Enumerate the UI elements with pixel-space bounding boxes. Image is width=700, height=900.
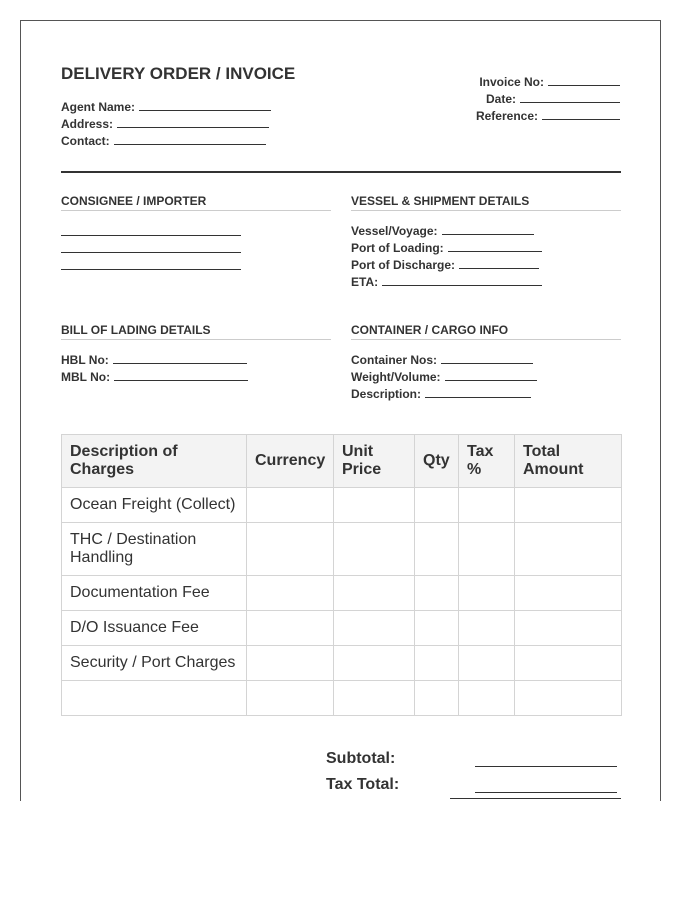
invoice-no-label: Invoice No: xyxy=(479,75,544,89)
bill-of-lading-heading: BILL OF LADING DETAILS xyxy=(61,323,331,340)
description-blank[interactable] xyxy=(425,386,531,398)
column-header-unit-price: Unit Price xyxy=(334,435,415,488)
currency-cell[interactable] xyxy=(247,488,334,523)
charges-table xyxy=(61,434,622,716)
qty-cell[interactable] xyxy=(415,523,459,576)
port-loading-field xyxy=(351,240,542,255)
weight-volume-label: Weight/Volume: xyxy=(351,370,441,384)
table-row xyxy=(62,488,622,523)
tax-cell[interactable] xyxy=(459,488,515,523)
tax-cell[interactable] xyxy=(459,576,515,611)
hbl-label: HBL No: xyxy=(61,353,109,367)
date-blank[interactable] xyxy=(520,91,620,103)
charge-description: D/O Issuance Fee xyxy=(62,611,247,646)
address-label: Address: xyxy=(61,117,114,131)
port-loading-label: Port of Loading: xyxy=(351,241,444,255)
currency-cell[interactable] xyxy=(247,611,334,646)
consignee-heading: CONSIGNEE / IMPORTER xyxy=(61,194,331,211)
total-amount-cell[interactable] xyxy=(515,611,622,646)
tax-total-label: Tax Total: xyxy=(326,776,400,793)
eta-label: ETA: xyxy=(351,275,379,289)
invoice-no-field xyxy=(479,74,620,89)
column-header-description: Description of Charges xyxy=(62,435,247,488)
table-header-row xyxy=(62,435,622,488)
reference-label: Reference: xyxy=(475,109,538,123)
invoice-document xyxy=(20,20,661,801)
currency-cell[interactable] xyxy=(247,523,334,576)
date-field xyxy=(486,91,620,106)
total-amount-cell[interactable] xyxy=(515,576,622,611)
charge-description: THC / Destination Handling xyxy=(62,523,247,576)
mbl-field xyxy=(61,369,248,384)
agent-name-label: Agent Name: xyxy=(61,100,136,114)
table-row xyxy=(62,681,622,716)
port-discharge-blank[interactable] xyxy=(459,257,539,269)
vessel-voyage-blank[interactable] xyxy=(442,223,534,235)
date-label: Date: xyxy=(485,92,516,106)
header-divider xyxy=(61,171,621,173)
tax-cell[interactable] xyxy=(459,611,515,646)
container-nos-field xyxy=(351,352,533,367)
unit-price-cell[interactable] xyxy=(334,488,415,523)
total-amount-cell[interactable] xyxy=(515,488,622,523)
vessel-heading: VESSEL & SHIPMENT DETAILS xyxy=(351,194,621,211)
currency-cell[interactable] xyxy=(247,681,334,716)
vessel-voyage-label: Vessel/Voyage: xyxy=(351,224,438,238)
eta-field xyxy=(351,274,542,289)
contact-label: Contact: xyxy=(61,134,110,148)
tax-cell[interactable] xyxy=(459,681,515,716)
contact-field xyxy=(61,133,266,148)
table-row xyxy=(62,646,622,681)
consignee-line[interactable] xyxy=(61,252,241,253)
port-loading-blank[interactable] xyxy=(448,240,542,252)
mbl-label: MBL No: xyxy=(61,370,111,384)
total-amount-cell[interactable] xyxy=(515,523,622,576)
qty-cell[interactable] xyxy=(415,576,459,611)
weight-volume-field xyxy=(351,369,537,384)
column-header-tax: Tax % xyxy=(459,435,515,488)
reference-field xyxy=(476,108,620,123)
port-discharge-label: Port of Discharge: xyxy=(351,258,456,272)
address-field xyxy=(61,116,269,131)
reference-blank[interactable] xyxy=(542,108,620,120)
hbl-field xyxy=(61,352,247,367)
weight-volume-blank[interactable] xyxy=(445,369,537,381)
subtotal-label: Subtotal: xyxy=(326,750,396,767)
invoice-no-blank[interactable] xyxy=(548,74,620,86)
currency-cell[interactable] xyxy=(247,646,334,681)
column-header-qty: Qty xyxy=(415,435,459,488)
tax-total-blank[interactable] xyxy=(475,792,617,793)
agent-name-field xyxy=(61,99,271,114)
subtotal-blank[interactable] xyxy=(475,766,617,767)
eta-blank[interactable] xyxy=(382,274,542,286)
unit-price-cell[interactable] xyxy=(334,681,415,716)
tax-cell[interactable] xyxy=(459,646,515,681)
currency-cell[interactable] xyxy=(247,576,334,611)
mbl-blank[interactable] xyxy=(114,369,248,381)
contact-blank[interactable] xyxy=(114,133,266,145)
qty-cell[interactable] xyxy=(415,611,459,646)
unit-price-cell[interactable] xyxy=(334,646,415,681)
container-nos-label: Container Nos: xyxy=(351,353,438,367)
container-nos-blank[interactable] xyxy=(441,352,533,364)
tax-cell[interactable] xyxy=(459,523,515,576)
tax-total-underline xyxy=(450,798,621,799)
unit-price-cell[interactable] xyxy=(334,523,415,576)
description-label: Description: xyxy=(351,387,422,401)
charge-description[interactable] xyxy=(62,681,247,716)
container-heading: CONTAINER / CARGO INFO xyxy=(351,323,621,340)
total-amount-cell[interactable] xyxy=(515,681,622,716)
charge-description: Security / Port Charges xyxy=(62,646,247,681)
charge-description: Ocean Freight (Collect) xyxy=(62,488,247,523)
agent-name-blank[interactable] xyxy=(139,99,271,111)
column-header-currency: Currency xyxy=(247,435,334,488)
qty-cell[interactable] xyxy=(415,681,459,716)
port-discharge-field xyxy=(351,257,539,272)
table-row xyxy=(62,611,622,646)
qty-cell[interactable] xyxy=(415,488,459,523)
consignee-line[interactable] xyxy=(61,235,241,236)
vessel-voyage-field xyxy=(351,223,534,238)
column-header-total-amount: Total Amount xyxy=(515,435,622,488)
consignee-line[interactable] xyxy=(61,269,241,270)
address-blank[interactable] xyxy=(117,116,269,128)
document-title: DELIVERY ORDER / INVOICE xyxy=(61,64,296,83)
qty-cell[interactable] xyxy=(415,646,459,681)
total-amount-cell[interactable] xyxy=(515,646,622,681)
unit-price-cell[interactable] xyxy=(334,611,415,646)
charge-description: Documentation Fee xyxy=(62,576,247,611)
table-row xyxy=(62,576,622,611)
unit-price-cell[interactable] xyxy=(334,576,415,611)
table-row xyxy=(62,523,622,576)
hbl-blank[interactable] xyxy=(113,352,247,364)
description-field xyxy=(351,386,531,401)
